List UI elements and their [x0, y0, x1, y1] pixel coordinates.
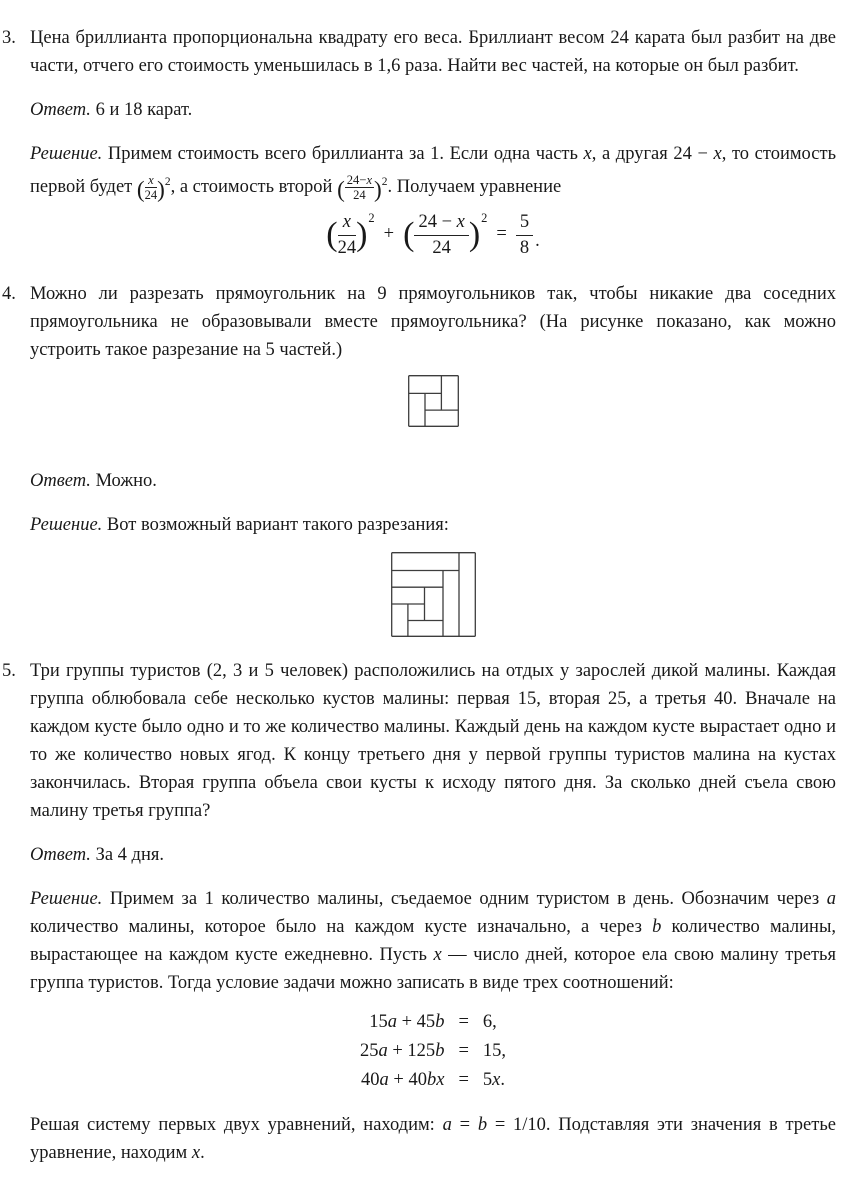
equation-2-lhs: 25a + 125b [360, 1040, 445, 1061]
inline-fraction-x-24: $\frac{x}{24}$ [144, 172, 158, 203]
answer-text: Можно. [95, 470, 157, 491]
display-equation: ( x 24 ) 2 + ( 24 − x 24 ) 2 = $\frac{5}{8}$ . [326, 211, 540, 259]
math-var-x: x [583, 144, 592, 164]
problem-3-number: 3. [2, 28, 16, 48]
answer-text: 6 и 18 карат. [95, 100, 193, 120]
problem-4-statement: Можно ли разрезать прямоугольник на 9 прямоугольников так, чтобы никакие два соседних прямоугольника не образовывали вместе прямоугольника? (На рисунке показано, как можно устроить такое разрезание на 5 частей.) [30, 283, 836, 360]
math-var-x: x [713, 144, 722, 164]
problem-5-statement: Три группы туристов (2, 3 и 5 человек) расположились на отдых у зарослей дикой малины. Каждая группа облюбовала себе несколько кустов малины: первая 15, вторая 25, а третья 40. Вначале на каждом кусте было одно и то же количество малины. Каждый день на каждом кусте вырастает одно и то же количество новых ягод. К концу третьего дня у первой группы туристов малина на кустах закончилась. Вторая группа объела свои кусты к исходу пятого дня. За сколько дней съела свою малину третья группа? [30, 660, 836, 821]
answer-text: За 4 дня. [95, 844, 164, 865]
problem-3-statement: Цена бриллианта пропорциональна квадрату его веса. Бриллиант весом 24 карата был разбит на две части, отчего его стоимость уменьшилась в 1,6 раза. Найти вес частей, на которые он был разбит. [30, 28, 836, 76]
closing-paragraph: Решая систему первых двух уравнений, находим: a = b = 1/10. Подставляя эти значения в третье уравнение, находим x. [30, 1114, 836, 1163]
inline-fraction-24mx-24: $\frac{24-x}{24}$ [346, 172, 373, 203]
solution-label: Решение. [30, 888, 103, 909]
fraction-5-8: $\frac{5}{8}$ [516, 210, 533, 259]
problem-4-solution: Решение. Вот возможный вариант такого разрезания: [30, 514, 449, 535]
figure-cut-5-pieces [30, 375, 836, 427]
answer-label: Ответ. [30, 844, 91, 865]
figure-cut-9-pieces [30, 552, 836, 637]
equation-1-lhs: 15a + 45b [369, 1011, 445, 1032]
problem-4 [2, 280, 836, 637]
equation-1-rhs: 6, [482, 1011, 497, 1032]
math-var-x: x [433, 944, 442, 965]
problem-5-answer [30, 841, 836, 869]
problem-3 [2, 24, 836, 260]
problem-5-number: 5. [2, 660, 16, 681]
equation-3-lhs: 40a + 40bx [361, 1069, 445, 1090]
answer-label: Ответ. [30, 470, 91, 491]
solution-label: Решение. [30, 144, 103, 164]
equation-3-rhs: 5x. [482, 1069, 505, 1090]
math-var-a: a [826, 888, 837, 909]
equation-2-rhs: 15, [482, 1040, 506, 1061]
problem-4-answer [30, 467, 836, 495]
problem-3-solution: Решение. Примем стоимость всего бриллианта за 1. Если одна часть x, а другая 24 − x, то стоимость первой будет ( $\frac{x}{24}$ )$^2$, а стоимость второй ( $\frac{24-x}{24}$ )$^2$. Получаем уравнение [30, 144, 837, 204]
problem-5 [2, 657, 836, 1167]
problem-4-number: 4. [2, 283, 16, 304]
equation-system: 15a + 45b = 6, 25a + 125b = 15, 40a + 40bx = 5x. [30, 1010, 836, 1093]
problem-3-answer [30, 96, 836, 124]
problem-5-solution: Решение. Примем за 1 количество малины, съедаемое одним туристом в день. Обозначим через a количество малины, которое было на каждом кусте изначально, а через b количество малины, вырастающее на каждом кусте ежедневно. Пусть x — число дней, которое ела свою малину третья группа туристов. Тогда условие задачи можно записать в виде трех соотношений: [30, 888, 837, 993]
math-var-b: b [652, 916, 662, 937]
solution-label: Решение. [30, 514, 103, 535]
answer-label: Ответ. [30, 100, 91, 120]
fraction-24mx-24: 24 − x 24 [414, 210, 468, 259]
fraction-x-24: x 24 [337, 212, 357, 259]
